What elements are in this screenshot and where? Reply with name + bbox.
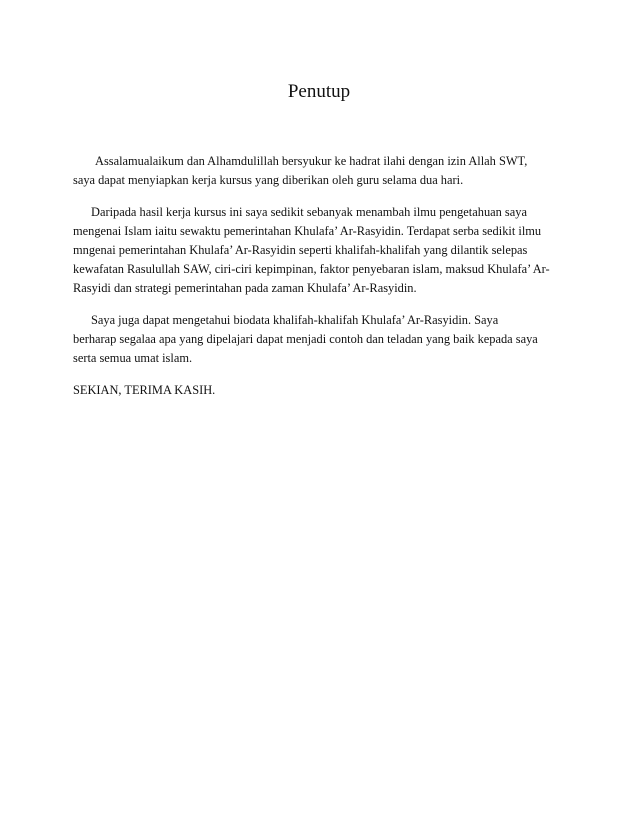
document-body — [73, 152, 565, 413]
text-line: saya dapat menyiapkan kerja kursus yang diberikan oleh guru selama dua hari. — [73, 173, 464, 187]
text-line: mngenai pemerintahan Khulafa’ Ar-Rasyidin seperti khalifah-khalifah yang dilantik selepas — [73, 243, 528, 257]
text-line: Saya juga dapat mengetahui biodata khalifah-khalifah Khulafa’ Ar-Rasyidin. Saya — [91, 313, 499, 327]
text-line: SEKIAN, TERIMA KASIH. — [73, 383, 216, 397]
text-line: Daripada hasil kerja kursus ini saya sedikit sebanyak menambah ilmu pengetahuan saya — [91, 205, 527, 219]
page-title: Penutup — [287, 81, 351, 102]
text-line: berharap segalaa apa yang dipelajari dapat menjadi contoh dan teladan yang baik kepada saya — [73, 332, 538, 346]
text-line: Rasyidi dan strategi pemerintahan pada zaman Khulafa’ Ar-Rasyidin. — [73, 281, 417, 295]
paragraph-learning — [73, 203, 565, 298]
text-line: serta semua umat islam. — [73, 351, 193, 365]
paragraph-opening — [73, 152, 565, 190]
paragraph-biodata — [73, 311, 565, 368]
text-line: Assalamualaikum dan Alhamdulillah bersyukur ke hadrat ilahi dengan izin Allah SWT, — [95, 154, 528, 168]
paragraph-closing — [73, 381, 565, 400]
text-line: mengenai Islam iaitu sewaktu pemerintahan Khulafa’ Ar-Rasyidin. Terdapat serba sedikit ilmu — [73, 224, 542, 238]
text-line: kewafatan Rasulullah SAW, ciri-ciri kepimpinan, faktor penyebaran islam, maksud Khulafa’ Ar- — [73, 262, 550, 276]
